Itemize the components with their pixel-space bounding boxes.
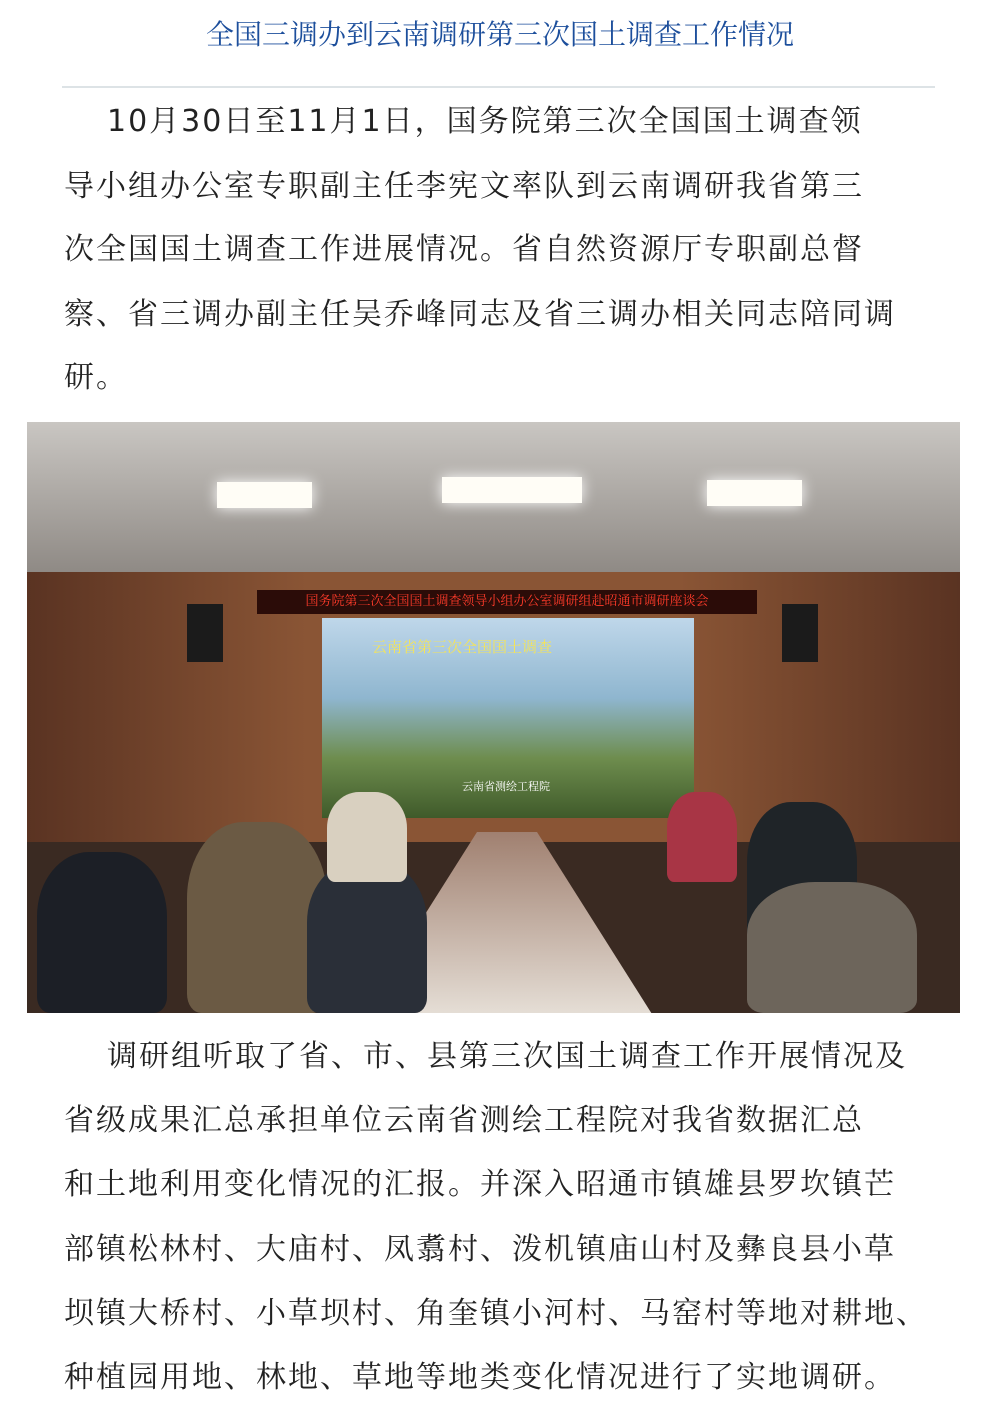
ceiling-lamp (442, 477, 582, 503)
paragraph-line: 省级成果汇总承担单位云南省测绘工程院对我省数据汇总 (64, 1103, 864, 1138)
paragraph-line: 和土地利用变化情况的汇报。并深入昭通市镇雄县罗坎镇芒 (64, 1167, 896, 1202)
slide-org: 云南省测绘工程院 (462, 780, 550, 793)
paragraph-line: 种植园用地、林地、草地等地类变化情况进行了实地调研。 (64, 1360, 896, 1395)
paragraph-line: 部镇松林村、大庙村、凤翥村、泼机镇庙山村及彝良县小草 (64, 1232, 896, 1267)
speaker (782, 604, 818, 662)
paragraph-line: 10月30日至11月1日，国务院第三次全国国土调查领 (107, 104, 863, 139)
paragraph-line: 调研组听取了省、市、县第三次国土调查工作开展情况及 (107, 1039, 907, 1074)
speaker (187, 604, 223, 662)
attendee (747, 882, 917, 1013)
ceiling-lamp (707, 480, 802, 506)
paragraph-line: 研。 (64, 360, 128, 395)
slide-title: 云南省第三次全国国土调查 (372, 638, 553, 656)
title-divider (62, 86, 935, 88)
chair (37, 852, 167, 1013)
paragraph-line: 坝镇大桥村、小草坝村、角奎镇小河村、马窑村等地对耕地、 (64, 1296, 928, 1331)
attendee (327, 792, 407, 882)
projection-screen (322, 618, 694, 818)
article-title: 全国三调办到云南调研第三次国土调查工作情况 (205, 18, 794, 51)
paragraph-line: 次全国国土调查工作进展情况。省自然资源厅专职副总督 (64, 232, 864, 267)
banner-text: 国务院第三次全国国土调查领导小组办公室调研组赴昭通市调研座谈会 (257, 590, 757, 614)
attendee (187, 822, 327, 1013)
meeting-photo (27, 422, 960, 1013)
attendee (667, 792, 737, 882)
attendee (307, 862, 427, 1013)
paragraph-line: 导小组办公室专职副主任李宪文率队到云南调研我省第三 (64, 169, 864, 204)
paragraph-line: 察、省三调办副主任吴乔峰同志及省三调办相关同志陪同调 (64, 297, 896, 332)
ceiling (27, 422, 960, 572)
ceiling-lamp (217, 482, 312, 508)
